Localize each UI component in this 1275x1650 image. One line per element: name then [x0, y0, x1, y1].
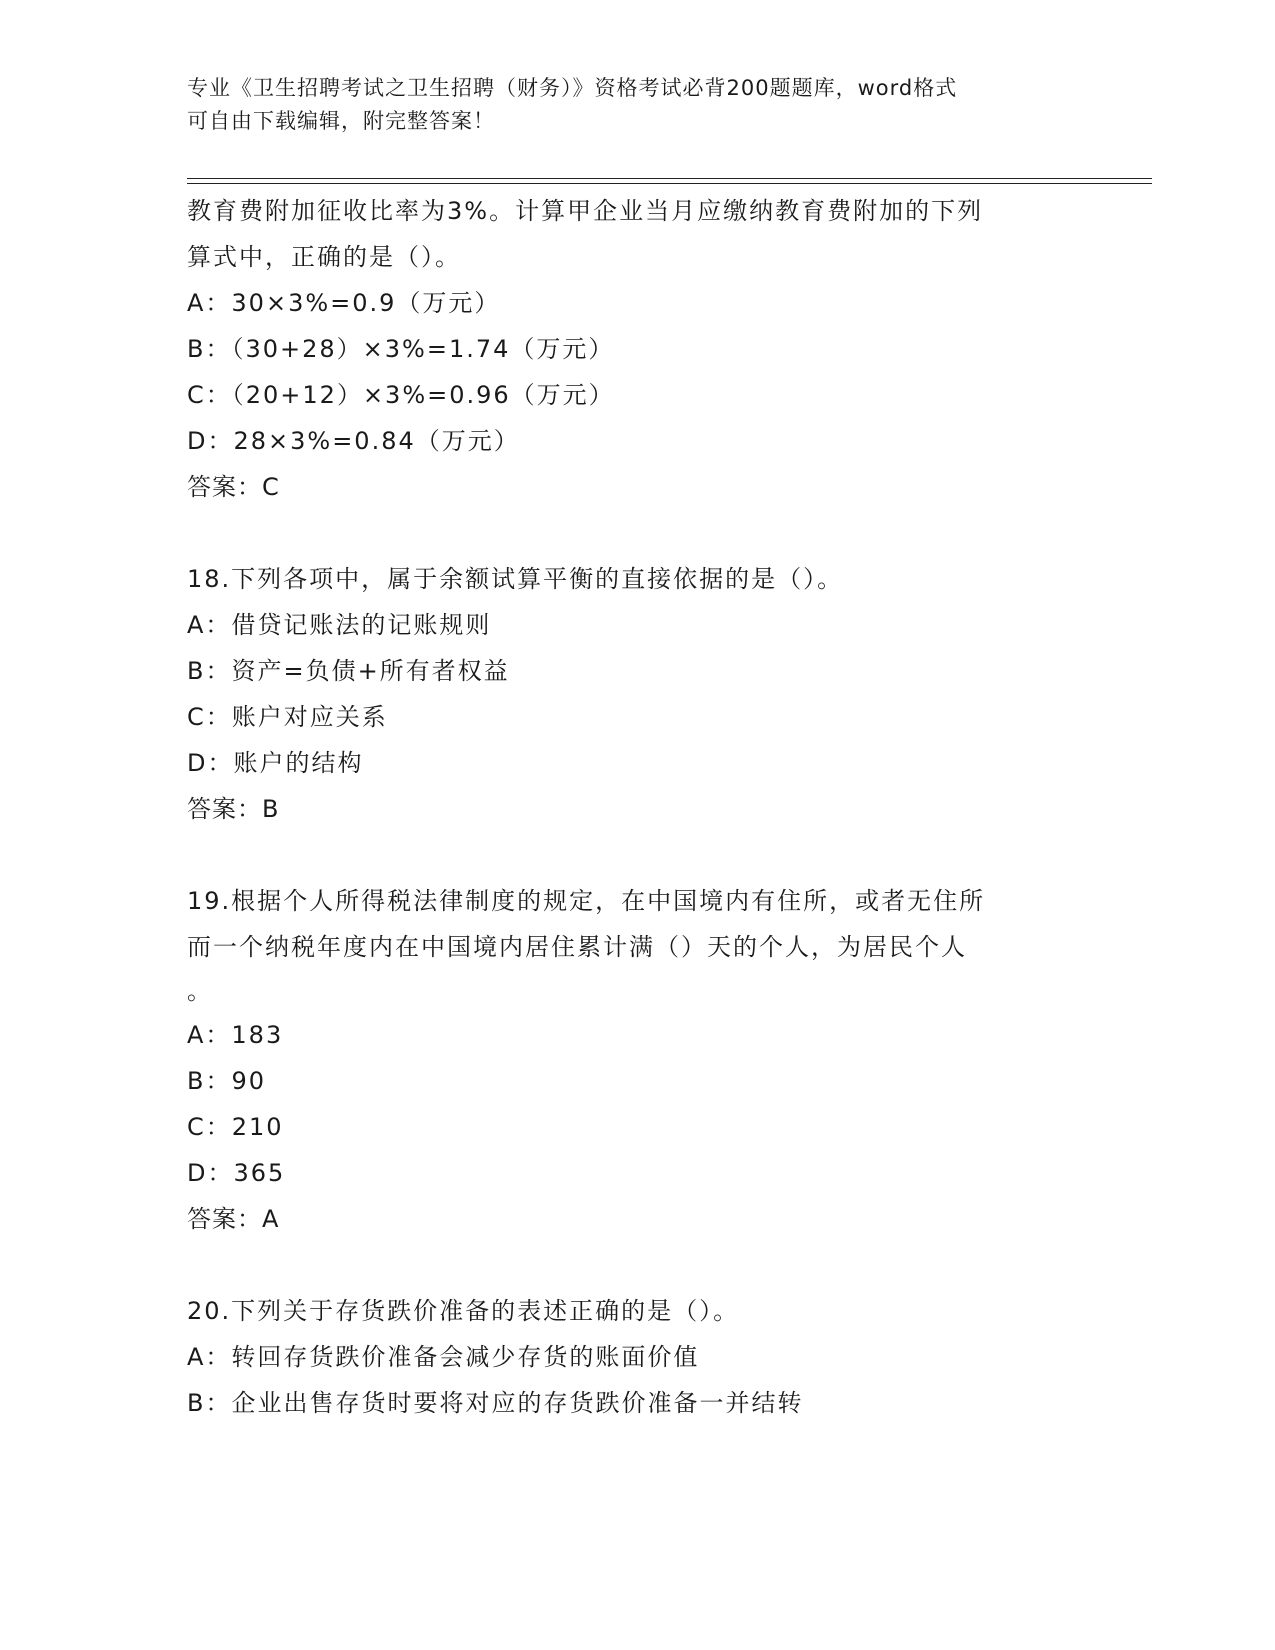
spacer [187, 1242, 1087, 1288]
question-stem: 算式中，正确的是（）。 [187, 243, 461, 271]
answer-label: 答案：A [187, 1205, 280, 1233]
header-rule-top [187, 178, 1152, 179]
header-title-line2: 可自由下载编辑，附完整答案！ [187, 109, 495, 133]
spacer [187, 510, 1087, 556]
question-20 [187, 1288, 1087, 1426]
option-a: A：30×3%=0.9（万元） [187, 289, 501, 317]
question-19 [187, 878, 1087, 1242]
question-stem: 18.下列各项中，属于余额试算平衡的直接依据的是（）。 [187, 565, 844, 593]
option-d: D：账户的结构 [187, 749, 364, 777]
question-stem: 而一个纳税年度内在中国境内居住累计满（）天的个人，为居民个人 [187, 933, 967, 961]
option-b: B：90 [187, 1067, 267, 1095]
question-18 [187, 556, 1087, 832]
header-rule-bottom [187, 183, 1152, 184]
option-c: C：账户对应关系 [187, 703, 388, 731]
question-stem: 19.根据个人所得税法律制度的规定，在中国境内有住所，或者无住所 [187, 887, 986, 915]
option-c: C：（20+12）×3%=0.96（万元） [187, 381, 615, 409]
header-title-line1: 专业《卫生招聘考试之卫生招聘（财务）》资格考试必背200题题库，word格式 [187, 76, 958, 100]
question-stem: 教育费附加征收比率为3%。计算甲企业当月应缴纳教育费附加的下列 [187, 197, 984, 225]
option-b: B：企业出售存货时要将对应的存货跌价准备一并结转 [187, 1389, 804, 1417]
option-d: D：365 [187, 1159, 286, 1187]
option-a: A：借贷记账法的记账规则 [187, 611, 492, 639]
question-17 [187, 188, 1087, 510]
question-stem: 。 [187, 977, 213, 1005]
option-b: B：（30+28）×3%=1.74（万元） [187, 335, 615, 363]
option-d: D：28×3%=0.84（万元） [187, 427, 520, 455]
option-a: A：183 [187, 1021, 284, 1049]
option-a: A：转回存货跌价准备会减少存货的账面价值 [187, 1343, 700, 1371]
answer-label: 答案：C [187, 473, 280, 501]
document-header [187, 72, 1087, 138]
option-b: B：资产=负债+所有者权益 [187, 657, 510, 685]
spacer [187, 832, 1087, 878]
question-stem: 20.下列关于存货跌价准备的表述正确的是（）。 [187, 1297, 740, 1325]
answer-label: 答案：B [187, 795, 280, 823]
question-list [187, 188, 1087, 1426]
option-c: C：210 [187, 1113, 284, 1141]
